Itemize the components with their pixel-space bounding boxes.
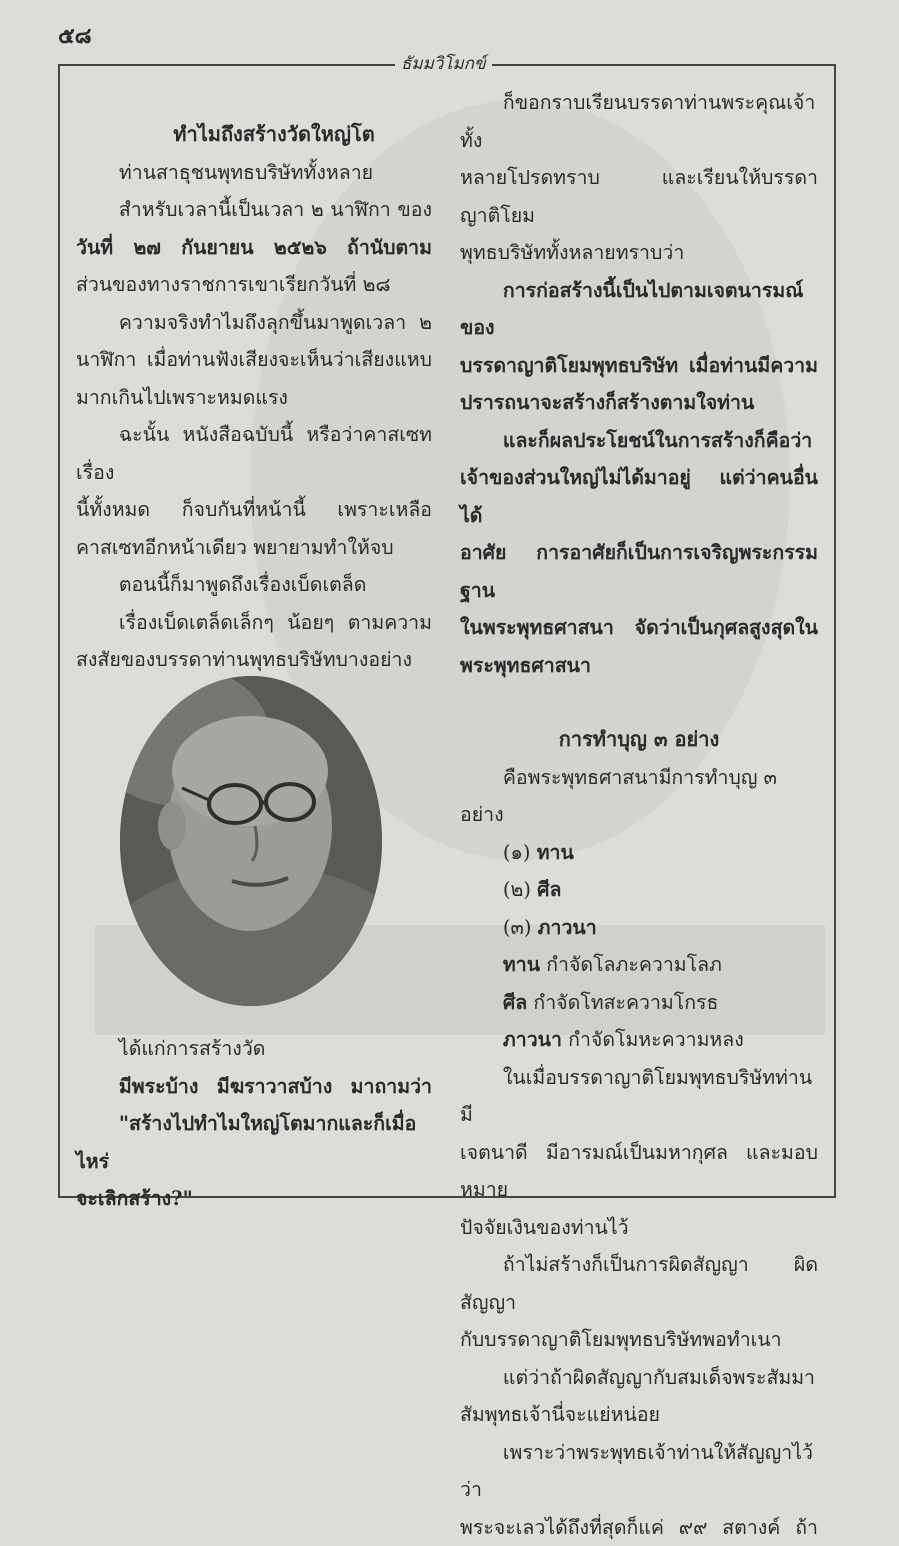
definition-text: กำจัดโมหะความหลง	[562, 1028, 744, 1051]
emphasis-line: ในพระพุทธศาสนา จัดว่าเป็นกุศลสูงสุดใน	[460, 609, 818, 647]
paragraph-line: นี้ทั้งหมด ก็จบกันที่หน้านี้ เพราะเหลือ	[76, 491, 432, 529]
caption-line: ได้แก่การสร้างวัด	[76, 1030, 432, 1068]
list-number: (๓)	[503, 916, 532, 939]
list-item	[460, 909, 818, 947]
caption-line: มีพระบ้าง มีฆราวาสบ้าง มาถามว่า	[76, 1068, 432, 1106]
paragraph-line: วันที่ ๒๗ กันยายน ๒๕๒๖ ถ้านับตาม	[76, 229, 432, 267]
caption-line: "สร้างไปทำไมใหญ่โตมากและก็เมื่อไหร่	[76, 1105, 432, 1180]
paragraph-line: สัมพุทธเจ้านี่จะแย่หน่อย	[460, 1396, 818, 1434]
list-item	[460, 871, 818, 909]
paragraph-line: มากเกินไปเพราะหมดแรง	[76, 379, 432, 417]
definition-term: ทาน	[503, 953, 540, 976]
definition-text: กำจัดโทสะความโกรธ	[527, 991, 718, 1014]
definition-term: ภาวนา	[503, 1028, 562, 1051]
paragraph-line: ในเมื่อบรรดาญาติโยมพุทธบริษัทท่านมี	[460, 1059, 818, 1134]
emphasis-line: การก่อสร้างนี้เป็นไปตามเจตนารมณ์ของ	[460, 272, 818, 347]
list-item	[460, 834, 818, 872]
paragraph-line: แต่ว่าถ้าผิดสัญญากับสมเด็จพระสัมมา	[460, 1359, 818, 1397]
right-column	[460, 84, 818, 1546]
definition-line	[460, 946, 818, 984]
emphasis-line: เจ้าของส่วนใหญ่ไม่ได้มาอยู่ แต่ว่าคนอื่นได้	[460, 459, 818, 534]
paragraph-line: ปัจจัยเงินของท่านไว้	[460, 1209, 818, 1247]
list-label: ทาน	[537, 841, 574, 864]
paragraph-line: เพราะว่าพระพุทธเจ้าท่านให้สัญญาไว้ว่า	[460, 1434, 818, 1509]
paragraph-line: ตอนนี้ก็มาพูดถึงเรื่องเบ็ดเตล็ด	[76, 566, 432, 604]
definition-text: กำจัดโลภะความโลภ	[540, 953, 722, 976]
paragraph-line: สำหรับเวลานี้เป็นเวลา ๒ นาฬิกา ของ	[76, 191, 432, 229]
photo-caption	[76, 1030, 432, 1218]
emphasis-line: และก็ผลประโยชน์ในการสร้างก็คือว่า	[460, 422, 818, 460]
section-subtitle: การทำบุญ ๓ อย่าง	[460, 721, 818, 759]
paragraph-line: คือพระพุทธศาสนามีการทำบุญ ๓ อย่าง	[460, 759, 818, 834]
list-label: ภาวนา	[538, 916, 597, 939]
list-label: ศีล	[537, 878, 561, 901]
definition-term: ศีล	[503, 991, 527, 1014]
emphasis-line: ปรารถนาจะสร้างก็สร้างตามใจท่าน	[460, 384, 818, 422]
paragraph-line: กับบรรดาญาติโยมพุทธบริษัทพอทำเนา	[460, 1321, 818, 1359]
list-number: (๑)	[503, 841, 531, 864]
paragraph-line: เรื่องเบ็ดเตล็ดเล็กๆ น้อยๆ ตามความ	[76, 604, 432, 642]
emphasis-line: อาศัย การอาศัยก็เป็นการเจริญพระกรรมฐาน	[460, 534, 818, 609]
paragraph-line: หลายโปรดทราบ และเรียนให้บรรดาญาติโยม	[460, 159, 818, 234]
paragraph-line: ถ้าไม่สร้างก็เป็นการผิดสัญญา ผิดสัญญา	[460, 1246, 818, 1321]
paragraph-line: พระจะเลวได้ถึงที่สุดก็แค่ ๙๙ สตางค์ ถ้า	[460, 1509, 818, 1546]
emphasis-line: พระพุทธศาสนา	[460, 647, 818, 685]
paragraph-line: ความจริงทำไมถึงลุกขึ้นมาพูดเวลา ๒	[76, 304, 432, 342]
definition-line	[460, 984, 818, 1022]
emphasis-line: บรรดาญาติโยมพุทธบริษัท เมื่อท่านมีความ	[460, 347, 818, 385]
caption-line: จะเลิกสร้าง?"	[76, 1180, 432, 1218]
list-number: (๒)	[503, 878, 531, 901]
section-title: ทำไมถึงสร้างวัดใหญ่โต	[76, 116, 432, 154]
paragraph-line: ท่านสาธุชนพุทธบริษัททั้งหลาย	[76, 154, 432, 192]
paragraph-line: คาสเซทอีกหน้าเดียว พยายามทำให้จบ	[76, 529, 432, 567]
paragraph-line: พุทธบริษัททั้งหลายทราบว่า	[460, 234, 818, 272]
paragraph-line: ส่วนของทางราชการเขาเรียกวันที่ ๒๘	[76, 266, 432, 304]
paragraph-line: สงสัยของบรรดาท่านพุทธบริษัทบางอย่าง	[76, 641, 432, 679]
paragraph-line: นาฬิกา เมื่อท่านฟังเสียงจะเห็นว่าเสียงแหบ	[76, 341, 432, 379]
left-column	[76, 116, 432, 679]
paragraph-line: ก็ขอกราบเรียนบรรดาท่านพระคุณเจ้าทั้ง	[460, 84, 818, 159]
paragraph-line: ฉะนั้น หนังสือฉบับนี้ หรือว่าคาสเซทเรื่อง	[76, 416, 432, 491]
page-number: ๕๘	[58, 18, 92, 53]
running-header: ธัมมวิโมกข์	[395, 50, 492, 77]
monk-portrait-photo	[120, 676, 382, 1006]
paragraph-line: เจตนาดี มีอารมณ์เป็นมหากุศล และมอบหมาย	[460, 1134, 818, 1209]
definition-line	[460, 1021, 818, 1059]
